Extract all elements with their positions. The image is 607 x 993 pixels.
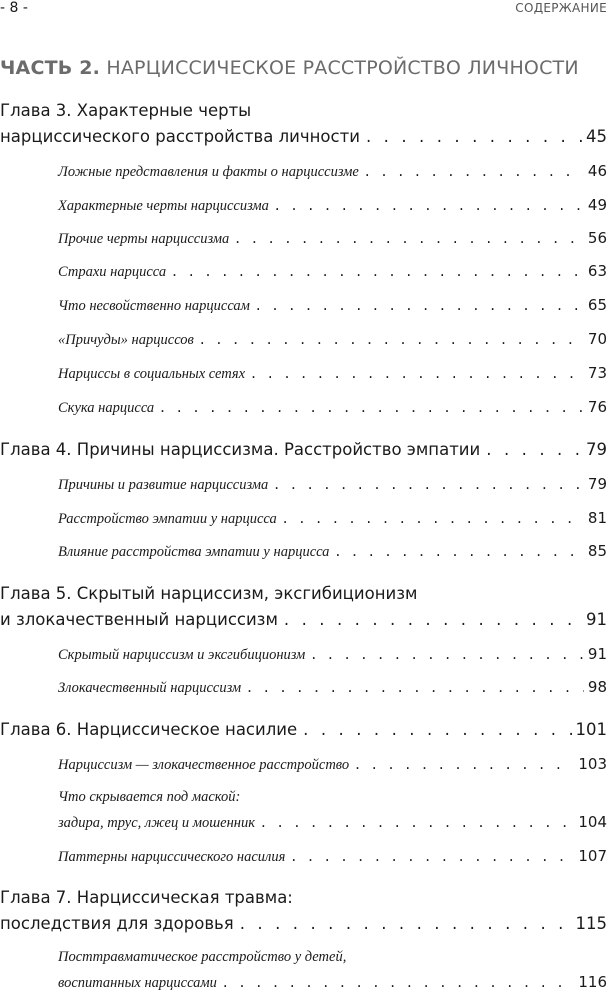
chapter-7-title-line2: последствия для здоровья: [0, 914, 234, 933]
page-ref: 107: [578, 847, 607, 865]
toc-entry: [58, 813, 607, 832]
dot-leader: [247, 678, 584, 696]
toc-entry-chapter-6: [0, 719, 607, 741]
dot-leader: [240, 913, 572, 935]
page-ref: 85: [587, 542, 607, 560]
section-title: Паттерны нарциссического насилия: [58, 849, 286, 865]
toc-entry: [58, 196, 607, 215]
page-number: - 8 -: [0, 0, 28, 16]
page-ref: 103: [578, 755, 607, 773]
dot-leader: [235, 229, 584, 247]
dot-leader: [486, 439, 582, 461]
chapter-title: Глава 6. Нарциссическое насилие: [0, 720, 298, 739]
dot-leader: [335, 542, 583, 560]
section-title: Скрытый нарциссизм и эксгибиционизм: [58, 647, 306, 663]
toc-entry: [58, 645, 607, 664]
dot-leader: [283, 509, 584, 527]
chapter-7-title-line1: Глава 7. Нарциссическая травма:: [0, 888, 293, 907]
chapter-3-title-line2: нарциссического расстройства личности: [0, 127, 360, 146]
page-ref: 70: [587, 330, 607, 348]
page-ref: 76: [587, 398, 607, 416]
section-title: Злокачественный нарциссизм: [58, 680, 242, 696]
page-ref: 49: [587, 196, 607, 214]
section-title: «Причуды» нарциссов: [58, 332, 194, 348]
toc-entry: [58, 296, 607, 315]
page-ref: 91: [586, 610, 607, 629]
section-title: Характерные черты нарциссизма: [58, 198, 269, 214]
toc-entry: [58, 475, 607, 494]
dot-leader: [274, 475, 584, 493]
toc-entry: [58, 509, 607, 528]
section-title-line2: задира, трус, лжец и мошенник: [58, 815, 256, 831]
dot-leader: [275, 196, 584, 214]
page-ref: 81: [587, 509, 607, 527]
dot-leader: [261, 813, 574, 831]
page-ref: 65: [587, 296, 607, 314]
dot-leader: [311, 645, 584, 663]
section-title: Влияние расстройства эмпатии у нарцисса: [58, 544, 330, 560]
section-title-line1: Посттравматическое расстройство у детей,: [58, 949, 347, 965]
toc-entry: [58, 542, 607, 561]
dot-leader: [251, 364, 584, 382]
part-title: НАРЦИССИЧЕСКОЕ РАССТРОЙСТВО ЛИЧНОСТИ: [106, 57, 579, 79]
toc-entry: [58, 398, 607, 417]
chapter-5-title-line2: и злокачественный нарциссизм: [0, 610, 278, 629]
page-ref: 45: [586, 127, 607, 146]
page-ref: 101: [575, 720, 607, 739]
dot-leader: [303, 719, 571, 741]
toc-entry-chapter-3: [0, 126, 607, 148]
section-title: Ложные представления и факты о нарциссизме: [58, 164, 359, 180]
section-title: Расстройство эмпатии у нарцисса: [58, 511, 277, 527]
toc-entry: [58, 678, 607, 697]
page-ref: 91: [587, 645, 607, 663]
page-ref: 63: [587, 262, 607, 280]
toc-entry: [58, 229, 607, 248]
dot-leader: [365, 162, 584, 180]
dot-leader: [223, 973, 574, 991]
toc-entry: [58, 364, 607, 383]
toc-entry-chapter-7: [0, 913, 607, 935]
page-ref: 46: [587, 162, 607, 180]
section-title-line2: воспитанных нарциссами: [58, 975, 217, 991]
section-title: Прочие черты нарциссизма: [58, 231, 230, 247]
dot-leader: [256, 296, 584, 314]
section-title: Скука нарцисса: [58, 400, 155, 416]
chapter-3-title-line1: Глава 3. Характерные черты: [0, 101, 252, 120]
chapter-5-title-line1: Глава 5. Скрытый нарциссизм, эксгибиционизм: [0, 584, 418, 603]
toc-entry: [58, 847, 607, 866]
toc-entry: [58, 973, 607, 992]
page-ref: 115: [575, 914, 607, 933]
page-ref: 104: [578, 813, 607, 831]
toc-entry-chapter-4: [0, 439, 607, 461]
dot-leader: [366, 126, 582, 148]
section-title: Нарциссизм — злокачественное расстройство: [58, 757, 350, 773]
page-ref: 98: [587, 678, 607, 696]
section-title-line1: Что скрывается под маской:: [58, 789, 241, 805]
page-ref: 73: [587, 364, 607, 382]
running-header: СОДЕРЖАНИЕ: [515, 1, 607, 15]
page-ref: 79: [586, 440, 607, 459]
dot-leader: [200, 330, 584, 348]
page-ref: 56: [587, 229, 607, 247]
toc-entry-chapter-5: [0, 609, 607, 631]
toc-entry: [58, 162, 607, 181]
toc-entry: [58, 262, 607, 281]
chapter-title: Глава 4. Причины нарциссизма. Расстройство эмпатии: [0, 440, 481, 459]
toc-entry: [58, 330, 607, 349]
section-title: Причины и развитие нарциссизма: [58, 477, 269, 493]
section-title: Нарциссы в социальных сетях: [58, 366, 246, 382]
part-label: ЧАСТЬ 2.: [0, 57, 101, 79]
toc-entry: [58, 755, 607, 774]
part-heading: [0, 56, 579, 80]
dot-leader: [284, 609, 582, 631]
page-ref: 79: [587, 475, 607, 493]
section-title: Страхи нарцисса: [58, 264, 167, 280]
dot-leader: [291, 847, 574, 865]
dot-leader: [160, 398, 584, 416]
dot-leader: [172, 262, 584, 280]
section-title: Что несвойственно нарциссам: [58, 298, 250, 314]
dot-leader: [355, 755, 574, 773]
page-ref: 116: [578, 973, 607, 991]
